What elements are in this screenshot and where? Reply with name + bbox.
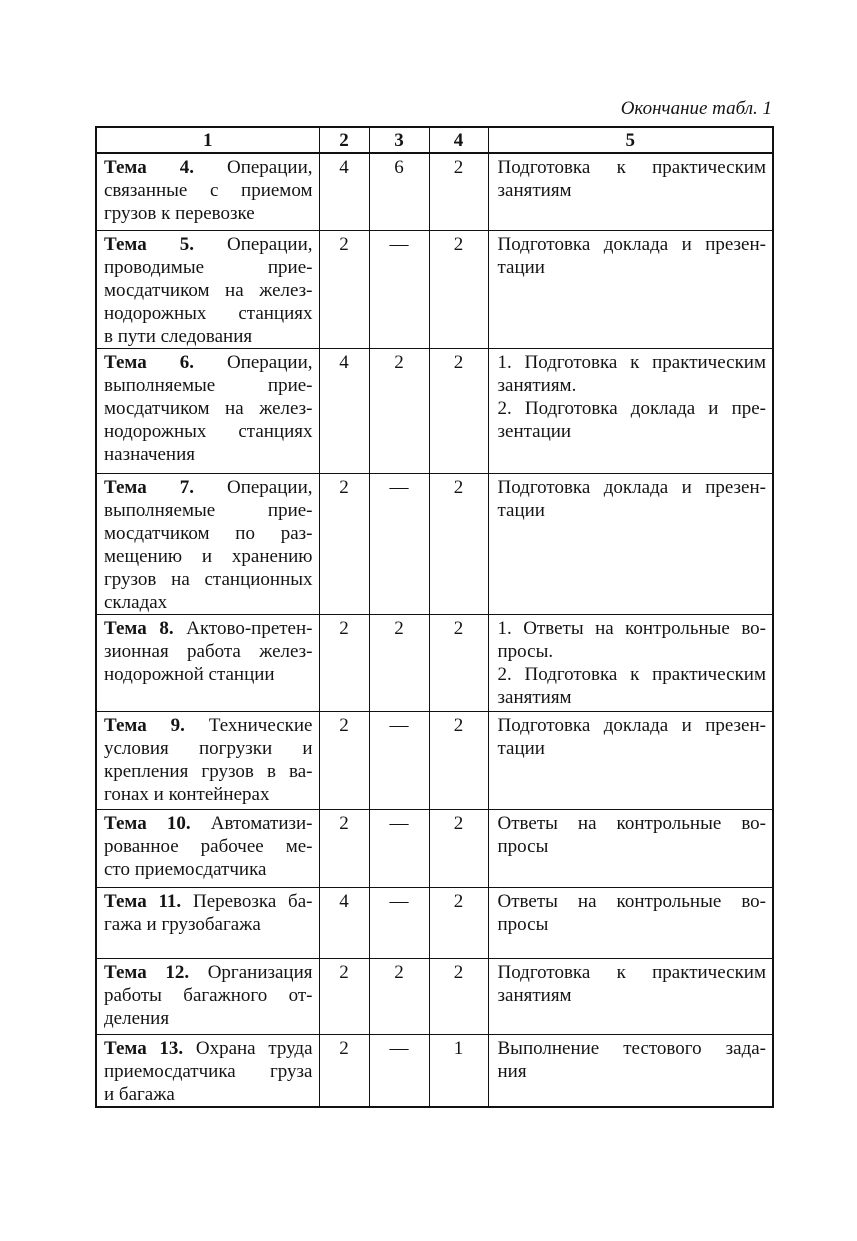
hours-cell-col4: 2	[429, 887, 488, 958]
topic-cell	[96, 887, 319, 958]
topic-title-rest: Актово-претен-	[186, 617, 313, 639]
topic-first-line	[104, 233, 313, 256]
topic-number: Тема 6.	[104, 351, 194, 373]
topic-first-line	[104, 812, 313, 835]
topic-first-line	[104, 890, 313, 913]
table-row	[96, 887, 773, 958]
table-row	[96, 1034, 773, 1107]
topic-cell	[96, 473, 319, 614]
topic-first-line	[104, 961, 313, 984]
topic-title-rest: Охрана труда	[195, 1037, 313, 1059]
table-continuation-caption: Окончание табл. 1	[620, 98, 772, 119]
table-row	[96, 711, 773, 809]
hours-cell-col4: 2	[429, 153, 488, 230]
table-row	[96, 809, 773, 887]
hours-cell-col2: 2	[319, 711, 369, 809]
topic-text: рованное рабочее ме- сто приемосдатчика	[104, 835, 313, 880]
topic-text: приемосдатчика груза и багажа	[104, 1060, 313, 1105]
topic-text: зионная работа желез- нодорожной станции	[104, 640, 313, 685]
topic-cell	[96, 1034, 319, 1107]
hours-cell-col3: —	[369, 809, 429, 887]
topic-number: Тема 10.	[104, 812, 191, 834]
topic-number: Тема 4.	[104, 157, 194, 178]
hours-cell-col2: 2	[319, 958, 369, 1034]
topic-first-line	[104, 351, 313, 374]
table-row	[96, 614, 773, 711]
topic-first-line	[104, 476, 313, 499]
hours-cell-col4: 2	[429, 614, 488, 711]
table-row	[96, 348, 773, 473]
topic-number: Тема 13.	[104, 1037, 184, 1059]
topic-text: работы багажного от- деления	[104, 984, 313, 1029]
hours-cell-col4: 2	[429, 230, 488, 348]
hours-cell-col3: —	[369, 711, 429, 809]
header-cell-col4: 4	[429, 127, 488, 153]
task-cell: Подготовка к практическим занятиям	[488, 153, 773, 230]
topic-text: условия погрузки и крепления грузов в ва- гонах и контейнерах	[104, 737, 313, 805]
table-row	[96, 230, 773, 348]
hours-cell-col2: 2	[319, 614, 369, 711]
topic-number: Тема 7.	[104, 476, 194, 498]
topic-title-rest: Операции,	[226, 351, 313, 373]
header-cell-col5: 5	[488, 127, 773, 153]
topic-first-line	[104, 1037, 313, 1060]
topic-text: связанные с приемом грузов к перевозке	[104, 180, 313, 224]
hours-cell-col3: 2	[369, 348, 429, 473]
topic-cell	[96, 809, 319, 887]
topic-cell	[96, 348, 319, 473]
topic-number: Тема 5.	[104, 233, 194, 255]
hours-cell-col3: 2	[369, 958, 429, 1034]
hours-cell-col4: 2	[429, 711, 488, 809]
hours-cell-col2: 2	[319, 230, 369, 348]
task-cell: Ответы на контрольные во- просы	[488, 887, 773, 958]
header-cell-col1: 1	[96, 127, 319, 153]
topic-number: Тема 11.	[104, 890, 182, 912]
hours-cell-col3: 2	[369, 614, 429, 711]
hours-cell-col3: —	[369, 1034, 429, 1107]
hours-cell-col4: 2	[429, 473, 488, 614]
topic-title-rest: Перевозка ба-	[192, 890, 313, 912]
header-cell-col2: 2	[319, 127, 369, 153]
topic-text: проводимые прие- мосдатчиком на желез- нодорожных станциях в пути следования	[104, 256, 313, 347]
hours-cell-col2: 2	[319, 809, 369, 887]
table-row	[96, 958, 773, 1034]
topic-text: гажа и грузобагажа	[104, 913, 261, 935]
task-cell: Подготовка к практическим занятиям	[488, 958, 773, 1034]
topic-title-rest: Операции,	[226, 476, 313, 498]
hours-cell-col3: —	[369, 230, 429, 348]
topic-title-rest: Автоматизи-	[210, 812, 313, 834]
hours-cell-col3: —	[369, 887, 429, 958]
hours-cell-col3: 6	[369, 153, 429, 230]
hours-cell-col2: 4	[319, 887, 369, 958]
topic-cell	[96, 230, 319, 348]
task-cell: 1. Подготовка к практическим занятиям. 2. Подготовка доклада и пре- зентации	[488, 348, 773, 473]
topic-title-rest: Операции,	[226, 157, 313, 178]
task-cell: Ответы на контрольные во- просы	[488, 809, 773, 887]
topic-first-line	[104, 714, 313, 737]
topic-text: выполняемые прие- мосдатчиком по раз- мещению и хранению грузов на станционных складах	[104, 499, 313, 613]
hours-cell-col4: 1	[429, 1034, 488, 1107]
task-cell: Подготовка доклада и презен- тации	[488, 473, 773, 614]
topic-number: Тема 12.	[104, 961, 190, 983]
topic-number: Тема 9.	[104, 714, 185, 736]
hours-cell-col2: 4	[319, 153, 369, 230]
hours-cell-col3: —	[369, 473, 429, 614]
topic-first-line	[104, 156, 313, 179]
task-cell: Подготовка доклада и презен- тации	[488, 230, 773, 348]
header-cell-col3: 3	[369, 127, 429, 153]
topic-title-rest: Организация	[207, 961, 313, 983]
topic-title-rest: Технические	[208, 714, 313, 736]
topic-cell	[96, 711, 319, 809]
table-header-row	[96, 127, 773, 153]
curriculum-table	[95, 126, 774, 1108]
hours-cell-col2: 2	[319, 473, 369, 614]
hours-cell-col2: 4	[319, 348, 369, 473]
topic-text: выполняемые прие- мосдатчиком на желез- нодорожных станциях назначения	[104, 374, 313, 465]
topic-number: Тема 8.	[104, 617, 174, 639]
topic-first-line	[104, 617, 313, 640]
hours-cell-col4: 2	[429, 348, 488, 473]
topic-title-rest: Операции,	[226, 233, 313, 255]
table-row	[96, 153, 773, 230]
hours-cell-col2: 2	[319, 1034, 369, 1107]
topic-cell	[96, 958, 319, 1034]
task-cell: Подготовка доклада и презен- тации	[488, 711, 773, 809]
topic-cell	[96, 153, 319, 230]
table-row	[96, 473, 773, 614]
hours-cell-col4: 2	[429, 809, 488, 887]
hours-cell-col4: 2	[429, 958, 488, 1034]
topic-cell	[96, 614, 319, 711]
task-cell: 1. Ответы на контрольные во- просы. 2. Подготовка к практическим занятиям	[488, 614, 773, 711]
task-cell: Выполнение тестового зада- ния	[488, 1034, 773, 1107]
